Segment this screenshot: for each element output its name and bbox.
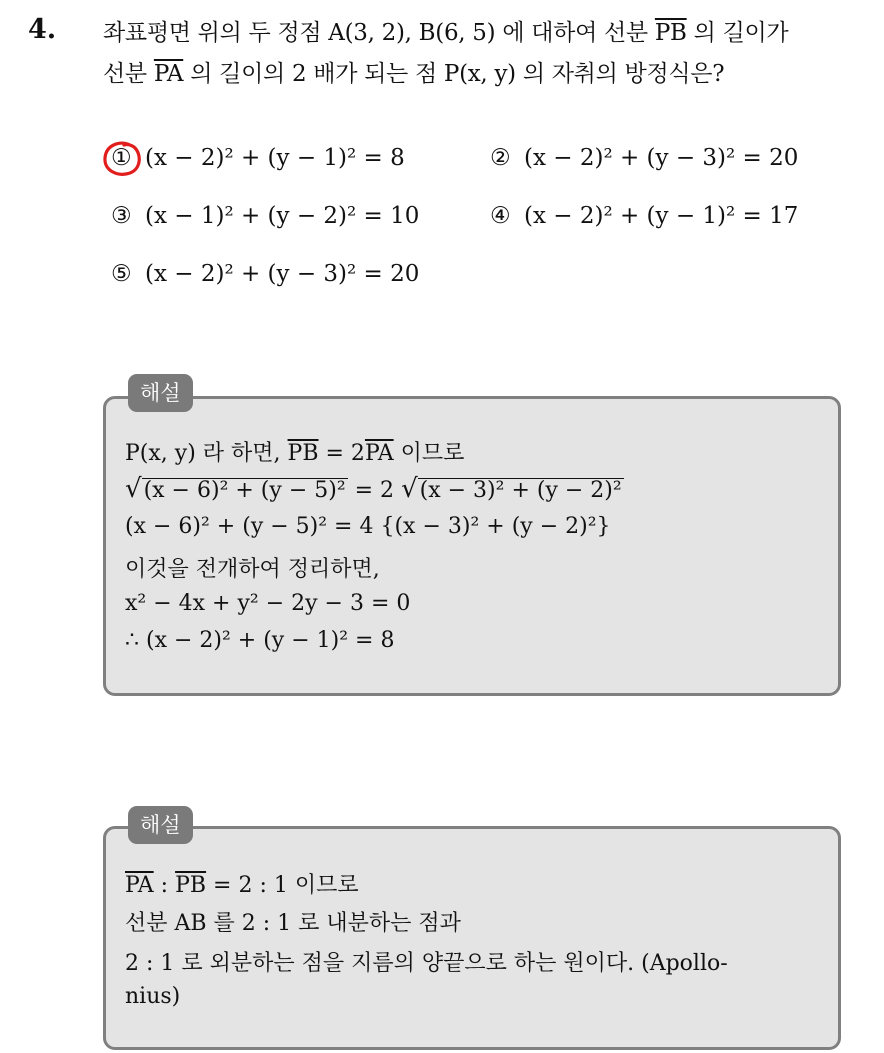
solution-text: = 2 <box>347 478 402 503</box>
radicand: (x − 3)² + (y − 2)² <box>419 478 622 503</box>
answer-mark-circle-icon <box>100 140 144 180</box>
solution1-line-6: ∴ (x − 2)² + (y − 1)² = 8 <box>125 628 395 653</box>
segment-pa: $\overline{PA}$ <box>364 441 394 466</box>
choice-number: ⑤ <box>111 261 132 287</box>
choice-number: ④ <box>490 203 511 229</box>
solution-text: P(x, y) 라 하면, <box>125 441 288 466</box>
radicand: (x − 6)² + (y − 5)² <box>143 478 346 503</box>
solution2-line-3: 2 : 1 로 외분하는 점을 지름의 양끝으로 하는 원이다. (Apollo- <box>125 951 728 976</box>
choice-number: ③ <box>111 203 132 229</box>
choice-5[interactable] <box>111 261 419 287</box>
question-text-line-1 <box>103 14 788 47</box>
solution2-line-2: 선분 AB 를 2 : 1 로 내분하는 점과 <box>125 911 461 936</box>
choice-number: ① <box>111 145 132 171</box>
question-text: 좌표평면 위의 두 정점 A(3, 2), B(6, 5) 에 대하여 선분 <box>103 20 655 46</box>
segment-pb: $\overline{PB}$ <box>175 873 207 898</box>
solution1-line-2 <box>125 474 624 504</box>
solution1-line-1 <box>125 436 464 467</box>
choice-formula: (x − 2)² + (y − 3)² = 20 <box>145 261 420 287</box>
solution1-line-5: x² − 4x + y² − 2y − 3 = 0 <box>125 591 411 616</box>
question-number: 4. <box>28 14 57 45</box>
choice-1[interactable] <box>111 145 405 171</box>
choice-4[interactable] <box>490 203 798 229</box>
sqrt-icon: √ <box>125 474 142 504</box>
question-text: 선분 <box>103 61 154 87</box>
choice-3[interactable] <box>111 203 419 229</box>
solution-text: = 2 : 1 이므로 <box>206 873 359 898</box>
choice-formula: (x − 2)² + (y − 1)² = 8 <box>145 145 405 171</box>
segment-pb: $\overline{PB}$ <box>287 441 319 466</box>
choice-number: ② <box>490 145 511 171</box>
choice-2[interactable] <box>490 145 798 171</box>
solution1-line-4: 이것을 전개하여 정리하면, <box>125 557 380 582</box>
solution-text: 이므로 <box>393 441 465 466</box>
choice-formula: (x − 2)² + (y − 3)² = 20 <box>524 145 799 171</box>
solution2-line-1 <box>125 868 359 899</box>
choice-formula: (x − 2)² + (y − 1)² = 17 <box>524 203 799 229</box>
solution-label-1: 해설 <box>128 374 193 412</box>
question-text-line-2 <box>103 55 724 88</box>
segment-pa: $\overline{PA}$ <box>153 61 184 87</box>
solution2-line-4: nius) <box>125 984 181 1009</box>
question-text: 의 길이의 2 배가 되는 점 P(x, y) 의 자취의 방정식은? <box>183 61 725 87</box>
solution1-line-3: (x − 6)² + (y − 5)² = 4 {(x − 3)² + (y − 2)²} <box>125 514 611 539</box>
question-text: 의 길이가 <box>686 20 789 46</box>
sqrt-icon: √ <box>401 474 418 504</box>
segment-pb: $\overline{PB}$ <box>654 20 687 46</box>
solution-label-2: 해설 <box>128 806 193 844</box>
solution-text: = 2 <box>318 441 365 466</box>
solution-text: : <box>153 873 176 898</box>
solution-box-2 <box>103 826 841 1050</box>
choice-formula: (x − 1)² + (y − 2)² = 10 <box>145 203 420 229</box>
segment-pa: $\overline{PA}$ <box>125 873 154 898</box>
